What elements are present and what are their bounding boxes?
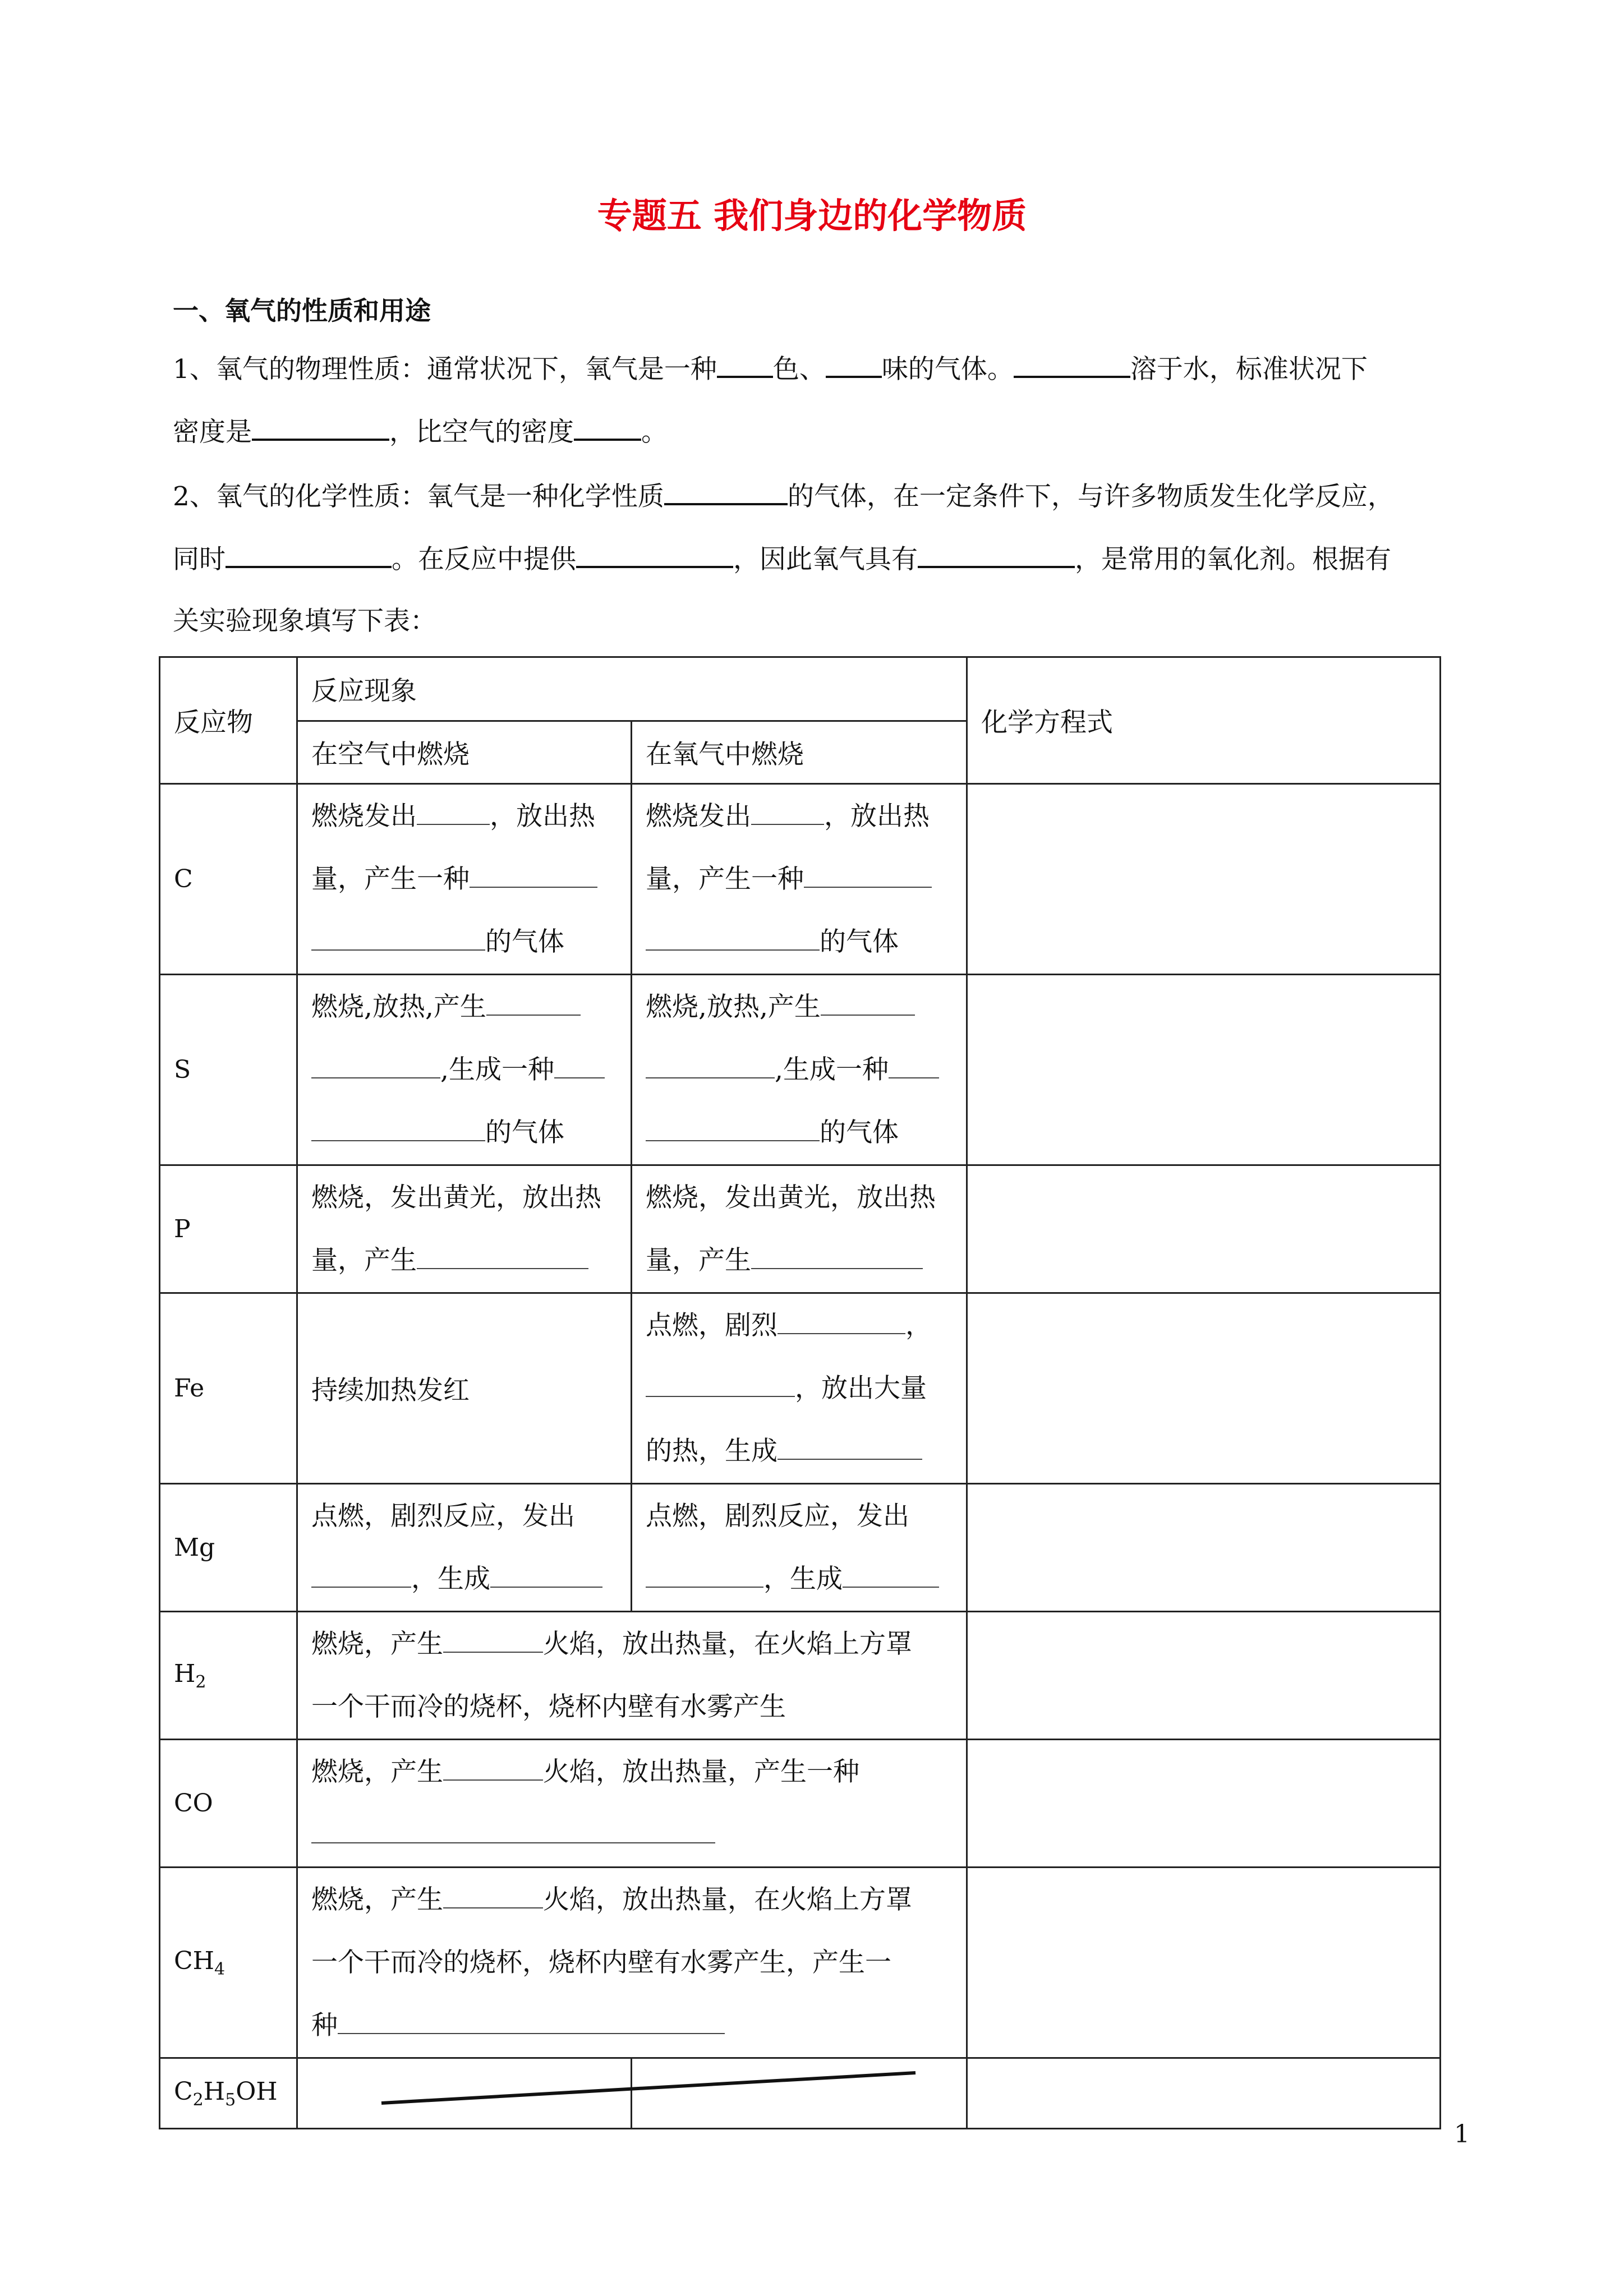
reaction-table [159,656,1441,2129]
ch4-phenomenon[interactable]: 燃烧，产生 火焰，放出热量，在火焰上方罩 一个干而冷的烧杯，烧杯内壁有水雾产生，产生一 种 [297,1868,967,2058]
header-reactant: 反应物 [160,657,297,784]
co-equation[interactable] [967,1740,1441,1868]
p-in-air[interactable]: 燃烧，发出黄光，放出热 量，产生 [297,1165,632,1293]
mg-in-oxygen[interactable]: 点燃，剧烈反应，发出 ，生成 [632,1484,967,1612]
reactant-co: CO [160,1740,297,1868]
c2h5oh-in-air[interactable] [297,2058,632,2129]
table-row-co [160,1740,1441,1868]
section-heading: 一、氧气的性质和用途 [173,296,431,326]
fe-equation[interactable] [967,1293,1441,1484]
reactant-s: S [160,975,297,1165]
blank[interactable] [918,541,1075,568]
table-row-ch4 [160,1868,1441,2058]
fe-in-air[interactable]: 持续加热发红 [297,1293,632,1484]
table-row-fe [160,1293,1441,1484]
co-phenomenon[interactable]: 燃烧，产生 火焰，放出热量，产生一种 [297,1740,967,1868]
page-title: 专题五 我们身边的化学物质 [597,195,1027,236]
c2h5oh-equation[interactable] [967,2058,1441,2129]
c-in-oxygen[interactable]: 燃烧发出 ，放出热 量，产生一种 的气体 [632,784,967,975]
fe-in-oxygen[interactable]: 点燃，剧烈 ， ，放出大量 的热，生成 [632,1293,967,1484]
blank[interactable] [717,351,773,378]
p-in-oxygen[interactable]: 燃烧，发出黄光，放出热 量，产生 [632,1165,967,1293]
table-row-s [160,975,1441,1165]
table-row-p [160,1165,1441,1293]
c2h5oh-in-oxygen[interactable] [632,2058,967,2129]
paragraph-2-line-2: 同时 。在反应中提供 ，因此氧气具有 ，是常用的氧化剂。根据有 [173,528,1391,591]
reactant-ch4: $CH_4$ [160,1868,297,2058]
page-number: 1 [1454,2120,1470,2149]
blank[interactable] [252,414,389,441]
reactant-c2h5oh: $C_2H_5OH$ [160,2058,297,2129]
reactant-p: P [160,1165,297,1293]
header-in-air: 在空气中燃烧 [297,721,632,784]
header-equation: 化学方程式 [967,657,1441,784]
paragraph-2-line-1: 2、氧气的化学性质：氧气是一种化学性质 的气体，在一定条件下，与许多物质发生化学反应， [173,465,1394,528]
blank[interactable] [226,541,392,568]
blank[interactable] [574,414,641,441]
mg-in-air[interactable]: 点燃，剧烈反应，发出 ，生成 [297,1484,632,1612]
table-row-c [160,784,1441,975]
paragraph-1-line-1: 1、氧气的物理性质：通常状况下，氧气是一种 色、 味的气体。 溶于水，标准状况下 [173,338,1368,401]
c-in-air[interactable]: 燃烧发出 ，放出热 量，产生一种 的气体 [297,784,632,975]
s-in-air[interactable]: 燃烧,放热,产生 ,生成一种 的气体 [297,975,632,1165]
reactant-c: C [160,784,297,975]
table-row-h2 [160,1612,1441,1740]
mg-equation[interactable] [967,1484,1441,1612]
table-header-row [160,657,1441,721]
paragraph-2-line-3: 关实验现象填写下表： [173,606,436,637]
table-row-mg [160,1484,1441,1612]
blank[interactable] [576,541,733,568]
s-equation[interactable] [967,975,1441,1165]
header-in-oxygen: 在氧气中燃烧 [632,721,967,784]
blank[interactable] [664,478,788,505]
blank[interactable] [826,351,882,378]
h2-equation[interactable] [967,1612,1441,1740]
reactant-fe: Fe [160,1293,297,1484]
p-equation[interactable] [967,1165,1441,1293]
s-in-oxygen[interactable]: 燃烧,放热,产生 ,生成一种 的气体 [632,975,967,1165]
reactant-mg: Mg [160,1484,297,1612]
h2-phenomenon[interactable]: 燃烧，产生 火焰，放出热量，在火焰上方罩 一个干而冷的烧杯，烧杯内壁有水雾产生 [297,1612,967,1740]
blank[interactable] [1014,351,1130,378]
paragraph-1-line-2: 密度是 ，比空气的密度 。 [173,401,668,464]
reactant-h2: $H_2$ [160,1612,297,1740]
c-equation[interactable] [967,784,1441,975]
table-row-c2h5oh [160,2058,1441,2129]
header-phenomenon: 反应现象 [297,657,967,721]
ch4-equation[interactable] [967,1868,1441,2058]
